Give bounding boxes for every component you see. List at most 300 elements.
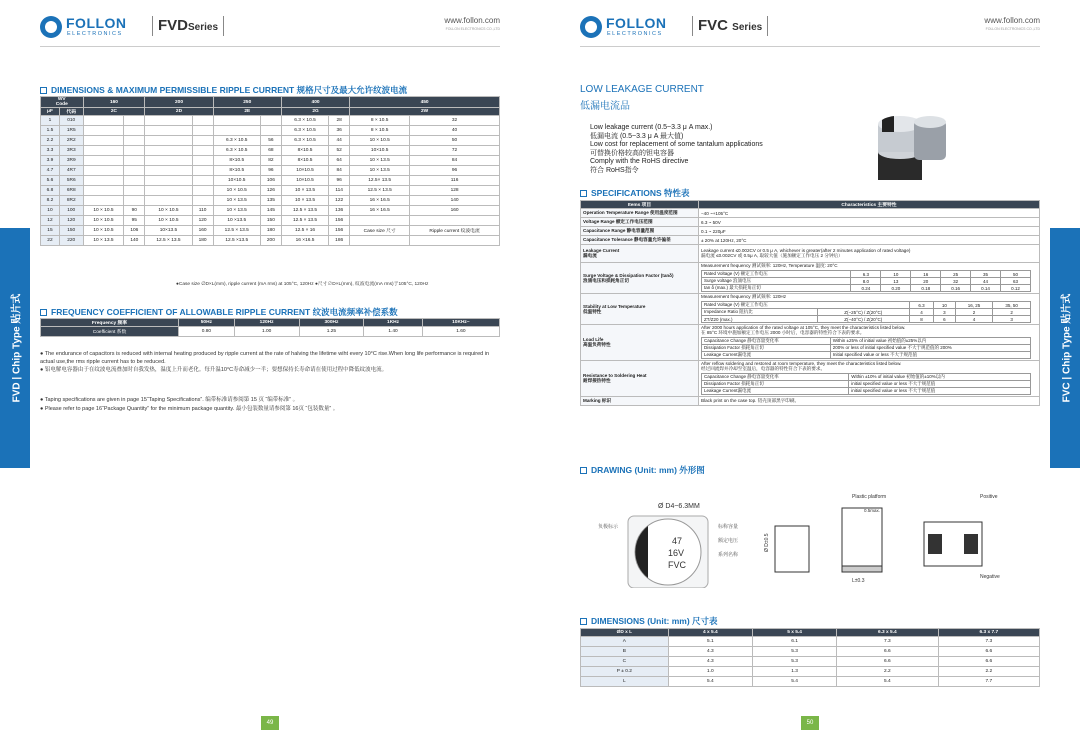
- table-cell: 4: [955, 316, 993, 323]
- table-cell: [260, 116, 281, 126]
- table-cell: 6.6: [837, 647, 938, 657]
- brand-sub: ELECTRONICS: [607, 31, 663, 37]
- table-cell: Impedance Ratio 阻抗比: [702, 309, 818, 316]
- table-cell: 40: [410, 126, 500, 136]
- table-cell: [145, 196, 192, 206]
- spec-key: Stability at Low Temperature 低温特性: [581, 294, 699, 325]
- label-rated-v: 额定电压: [718, 538, 739, 544]
- section-specifications: [580, 187, 690, 199]
- table-cell: 6.1: [752, 637, 836, 647]
- dim-header: 6.3 x 7.7: [938, 629, 1039, 637]
- voltage-header: 400: [281, 97, 349, 108]
- brand-logo: [40, 14, 150, 40]
- table-cell: 5.3: [752, 657, 836, 667]
- brand-name: FOLLON: [606, 15, 667, 31]
- dim-header: 6.3 x 5.4: [837, 629, 938, 637]
- left-header: [40, 14, 500, 40]
- table-cell: [192, 126, 213, 136]
- table-cell: Ripple current 纹波电流: [410, 226, 500, 236]
- table-cell: [145, 186, 192, 196]
- feature-line: 可替换价格较高的钽电容器: [590, 149, 674, 157]
- table-cell: 6.8: [41, 186, 60, 196]
- table-cell: 50: [1001, 271, 1031, 278]
- series-title: [152, 16, 224, 36]
- table-cell: 140: [124, 236, 145, 246]
- brand-sub: ELECTRONICS: [67, 31, 123, 37]
- table-cell: 52: [329, 146, 350, 156]
- page-number: 49: [261, 716, 279, 730]
- table-cell: 8 × 10.5: [350, 126, 410, 136]
- table-cell: 20: [911, 278, 941, 285]
- cap-marking-1: 47: [672, 536, 683, 546]
- table-cell: 10 × 13.5: [350, 156, 410, 166]
- table-cell: 12.5× 13.5: [350, 176, 410, 186]
- table-cell: 2R2: [59, 136, 83, 146]
- table-cell: 4R7: [59, 166, 83, 176]
- table-cell: 12: [41, 216, 60, 226]
- load-life-table: [701, 337, 1031, 359]
- table-cell: Z(−40°C) / Z(20°C): [817, 316, 909, 323]
- solder-p2: 经过回流焊并冷却至室温后，电容器的特性符合下表的要求。: [701, 366, 826, 371]
- table-cell: 122: [329, 196, 350, 206]
- table-cell: Leakage Current漏电流: [702, 388, 849, 395]
- table-cell: 15: [41, 226, 60, 236]
- feature-line: Comply with the RoHS directive: [590, 158, 689, 165]
- table-cell: 10×13.5: [145, 226, 192, 236]
- table-cell: 10×10.5: [350, 146, 410, 156]
- table-cell: [213, 116, 260, 126]
- label-polarity: 负极标示: [598, 524, 619, 530]
- table-cell: 10 × 10.5: [145, 216, 192, 226]
- table-cell: [145, 156, 192, 166]
- freq-value: 50Hz: [179, 319, 235, 327]
- spec-value: [699, 245, 1040, 263]
- spec-value: [699, 294, 1040, 325]
- section-title: DIMENSIONS & MAXIMUM PERMISSIBLE RIPPLE CURRENT 规格尺寸及最大允许纹波电流: [51, 85, 408, 95]
- table-cell: [260, 126, 281, 136]
- table-cell: 68: [260, 146, 281, 156]
- corner-uf: μF: [41, 108, 60, 116]
- table-cell: 8.2: [41, 196, 60, 206]
- table-cell: 5R6: [59, 176, 83, 186]
- table-cell: 10: [934, 302, 956, 309]
- table-row: [41, 146, 500, 156]
- table-cell: 2.2: [938, 667, 1039, 677]
- table-cell: 5.4: [837, 677, 938, 687]
- table-cell: [192, 166, 213, 176]
- table-cell: 10: [41, 206, 60, 216]
- table-row: [581, 647, 1040, 657]
- table-cell: L: [581, 677, 669, 687]
- table-cell: [192, 136, 213, 146]
- capacitor-photo: [872, 112, 952, 184]
- label-dim-a: 0.5max.: [864, 508, 881, 513]
- section-title: SPECIFICATIONS 特性表: [591, 188, 690, 198]
- table-cell: [124, 116, 145, 126]
- table-cell: 8×10.5: [281, 156, 328, 166]
- table-cell: initial specified value or less 不大于规范值: [849, 381, 1031, 388]
- spec-key: Capacitance Range 静电容量范围: [581, 227, 699, 236]
- table-cell: [192, 196, 213, 206]
- right-header: [580, 14, 1040, 40]
- table-cell: 8×10.5: [281, 146, 328, 156]
- section-title: DIMENSIONS (Unit: mm) 尺寸表: [591, 616, 718, 626]
- table-cell: 32: [941, 278, 971, 285]
- voltage-header: 250: [213, 97, 281, 108]
- table-cell: 156: [329, 226, 350, 236]
- cap-marking-2: 16V: [668, 548, 685, 558]
- table-cell: 10×10.5: [281, 176, 328, 186]
- label-series: 系列名称: [718, 552, 739, 558]
- table-row: [581, 657, 1040, 667]
- table-cell: Capacitance Change 静电容量变化率: [702, 338, 831, 345]
- table-cell: 0.24: [851, 285, 881, 292]
- label-rated-cap: 标称容量: [718, 524, 739, 530]
- table-cell: 160: [192, 226, 213, 236]
- table-cell: 12.5 ×13.5: [213, 236, 260, 246]
- table-cell: 1.3: [752, 667, 836, 677]
- spec-value: Black print on the case top. 铝壳顶部黑字印刷。: [699, 397, 1040, 406]
- spec-key: Capacitance Tolerance 静电容量允许偏差: [581, 236, 699, 245]
- table-cell: 1R5: [59, 126, 83, 136]
- leakage-cn: 漏电流 ≤0.002CV 或 0.5μ A, 取较大值（施加额定工作电压 2 分钟后）: [701, 253, 843, 258]
- code-header: 2E: [213, 108, 281, 116]
- table-cell: 3R3: [59, 146, 83, 156]
- code-header: 2D: [145, 108, 213, 116]
- label-dim-b: Ø D±0.5: [764, 533, 770, 552]
- table-cell: [350, 236, 410, 246]
- table-cell: 100: [59, 206, 83, 216]
- table-cell: 5.4: [668, 677, 752, 687]
- table-cell: 140: [410, 196, 500, 206]
- table-cell: Rated Voltage (V) 额定工作电压: [702, 302, 910, 309]
- table-cell: 1: [41, 116, 60, 126]
- dimensions-table: [580, 628, 1040, 687]
- table-cell: [83, 166, 124, 176]
- tan-meas: Measurement frequency 测试频率: 120Hz, Temperature 温度: 20°C: [701, 263, 838, 268]
- table-row: [581, 637, 1040, 647]
- table-cell: 96: [329, 176, 350, 186]
- table-cell: C: [581, 657, 669, 667]
- logo-icon: [580, 16, 602, 38]
- table-cell: 156: [329, 216, 350, 226]
- table-cell: 84: [410, 156, 500, 166]
- table-cell: 6.6: [938, 657, 1039, 667]
- table-cell: Rated Voltage (V) 额定工作电压: [702, 271, 851, 278]
- table-cell: [83, 196, 124, 206]
- table-cell: 5.3: [752, 647, 836, 657]
- table-cell: [145, 126, 192, 136]
- drawing-size-label: Ø D4~6.3MM: [658, 503, 700, 510]
- table-cell: 44: [971, 278, 1001, 285]
- table-cell: 106: [260, 176, 281, 186]
- table-cell: B: [581, 647, 669, 657]
- page-number: 50: [801, 716, 819, 730]
- table-cell: 10: [881, 271, 911, 278]
- table-row: [41, 216, 500, 226]
- header-rule: [40, 46, 500, 47]
- table-cell: 64: [329, 156, 350, 166]
- table-row: [41, 166, 500, 176]
- table-cell: [83, 186, 124, 196]
- voltage-header: 450: [350, 97, 500, 108]
- section-drawing: [580, 464, 705, 476]
- table-cell: [350, 216, 410, 226]
- table-cell: 120: [59, 216, 83, 226]
- table-cell: 5.1: [668, 637, 752, 647]
- label-positive: Positive: [980, 494, 998, 500]
- table-cell: [124, 146, 145, 156]
- table-row: [41, 116, 500, 126]
- table-row: [581, 667, 1040, 677]
- table-cell: 0.20: [881, 285, 911, 292]
- table-cell: 6.3 × 10.5: [281, 126, 328, 136]
- table-cell: 126: [260, 186, 281, 196]
- low-leakage-title: LOW LEAKAGE CURRENT: [580, 84, 704, 95]
- table-row: [41, 176, 500, 186]
- logo-icon: [40, 16, 62, 38]
- table-cell: 0.12: [1001, 285, 1031, 292]
- table-cell: 7.7: [938, 677, 1039, 687]
- corner-code: Code: [55, 102, 68, 107]
- brand-logo: [580, 14, 690, 40]
- corner-cell: [41, 97, 84, 108]
- table-cell: 110: [192, 206, 213, 216]
- note-endurance-cn: ● 铝电解电容器由于在纹波电流叠加时自我发热，温度上升而老化。每升温10°C寿命减少一半；要想保持长寿命请在使用过程中降低纹波电流。: [40, 367, 388, 373]
- website: [444, 16, 500, 31]
- table-cell: 63: [1001, 278, 1031, 285]
- table-cell: 10 × 13.5: [83, 236, 124, 246]
- table-cell: 0.16: [941, 285, 971, 292]
- table-cell: 2.2: [41, 136, 60, 146]
- table-cell: 35: [971, 271, 1001, 278]
- code-header: 2G: [281, 108, 349, 116]
- table-cell: 8 × 10.5: [350, 116, 410, 126]
- table-cell: 6.3: [851, 271, 881, 278]
- table-cell: 12.5 × 13.5: [213, 226, 260, 236]
- table-cell: Leakage Current漏电流: [702, 352, 831, 359]
- table-cell: 10×10.5: [213, 176, 260, 186]
- table-cell: 82: [260, 156, 281, 166]
- table-cell: 4.3: [668, 657, 752, 667]
- frequency-coefficient-table: [40, 318, 500, 337]
- code-header: 2W: [350, 108, 500, 116]
- table-row: [41, 206, 500, 216]
- spec-key: Resistance to Soldering Heat 耐焊接热特性: [581, 361, 699, 397]
- table-cell: 150: [260, 216, 281, 226]
- table-cell: 6.3 × 10.5: [213, 146, 260, 156]
- table-cell: 116: [410, 176, 500, 186]
- brand-name: FOLLON: [66, 15, 127, 31]
- table-cell: 16: [911, 271, 941, 278]
- table-cell: [124, 196, 145, 206]
- table-cell: 10 ×13.5: [213, 216, 260, 226]
- spec-value: [699, 361, 1040, 397]
- corner-code-cn: 代码: [59, 108, 83, 116]
- cap-marking-3: FVC: [668, 560, 686, 570]
- table-cell: 56: [260, 136, 281, 146]
- table-cell: [83, 156, 124, 166]
- table-cell: 13: [881, 278, 911, 285]
- feature-line: 符合 RoHS指令: [590, 166, 639, 174]
- table-cell: 220: [59, 236, 83, 246]
- section-dimensions-ripple: [40, 84, 407, 96]
- table-cell: 200: [260, 236, 281, 246]
- table-cell: 186: [329, 236, 350, 246]
- leakage-en: Leakage current ≤0.002CV or 0.5 μ A, whichever is greater(after 2 minutes application of rated voltage): [701, 248, 911, 253]
- table-cell: 5.4: [752, 677, 836, 687]
- feature-list: [590, 124, 763, 175]
- spec-header-char: Characteristics 主要特性: [699, 201, 1040, 209]
- table-cell: 84: [329, 166, 350, 176]
- table-cell: Surge voltage 浪涌电压: [702, 278, 851, 285]
- freq-header: Frequency 频率: [41, 319, 179, 327]
- solder-p1: After reflow soldering and restored at room temperature, they meet the characteristics listed below.: [701, 361, 902, 366]
- table-cell: 3: [993, 316, 1031, 323]
- table-cell: 10 × 10.5: [83, 216, 124, 226]
- table-cell: 12.5 × 16: [281, 226, 328, 236]
- code-header: 2C: [83, 108, 145, 116]
- table-cell: 8×10.5: [213, 156, 260, 166]
- side-tab: [0, 228, 30, 468]
- table-cell: [124, 166, 145, 176]
- specifications-table: [580, 200, 1040, 406]
- table-cell: 22: [41, 236, 60, 246]
- table-cell: [192, 116, 213, 126]
- spec-key: Leakage Current 漏电流: [581, 245, 699, 263]
- table-cell: [124, 156, 145, 166]
- spec-value: 6.3 ~ 50V: [699, 218, 1040, 227]
- table-cell: 160: [410, 206, 500, 216]
- table-cell: [145, 116, 192, 126]
- table-cell: 120: [192, 216, 213, 226]
- coef-value: 0.80: [179, 327, 235, 337]
- table-cell: Z(−25°C) / Z(20°C): [817, 309, 909, 316]
- table-cell: 10 × 13.5: [281, 196, 328, 206]
- website-url: www.follon.com: [984, 16, 1040, 25]
- website: [984, 16, 1040, 31]
- table-cell: [410, 236, 500, 246]
- note-taping: ● Taping specifications are given in page 15“Taping Specifications”. 编带标准请参阅第 15 页 “编带标准” 。: [40, 397, 299, 403]
- table-cell: [192, 176, 213, 186]
- table-cell: 6: [934, 316, 956, 323]
- low-leakage-title-cn: 低漏电流品: [580, 101, 630, 112]
- table-cell: 12.5 × 13.5: [281, 216, 328, 226]
- table-cell: 3R9: [59, 156, 83, 166]
- table-cell: P ± 0.2: [581, 667, 669, 677]
- table-cell: [192, 156, 213, 166]
- table-cell: 180: [192, 236, 213, 246]
- table-row: [41, 136, 500, 146]
- series-word: Series: [188, 22, 219, 33]
- table-row: [581, 677, 1040, 687]
- table-cell: 12.5 × 13.5: [281, 206, 328, 216]
- table-cell: 6R8: [59, 186, 83, 196]
- table-cell: 3.3: [41, 146, 60, 156]
- freq-value: 1KHz: [364, 319, 422, 327]
- right-page: [540, 0, 1080, 733]
- table-cell: 6.3 × 10.5: [213, 136, 260, 146]
- spec-value: ± 20% at 120Hz, 20°C: [699, 236, 1040, 245]
- table-cell: 96: [410, 166, 500, 176]
- table-cell: A: [581, 637, 669, 647]
- table-cell: 72: [410, 146, 500, 156]
- dim-header: 4 x 5.4: [668, 629, 752, 637]
- table-cell: 128: [410, 186, 500, 196]
- section-dim-table: [580, 615, 718, 627]
- side-tab-label: FVD | Chip Type 贴片式: [11, 293, 23, 403]
- table-row: [41, 236, 500, 246]
- spec-key: Operation Temperature Range 使用温度范围: [581, 209, 699, 218]
- note-package: ● Please refer to page 16“Package Quantity” for the minimum package quantity. 最小包装数量请参阅第 16页 “包装数量” 。: [40, 406, 339, 412]
- table-cell: 010: [59, 116, 83, 126]
- table-cell: Capacitance Change 静电容量变化率: [702, 374, 849, 381]
- label-lmax: L±0.3: [852, 578, 865, 584]
- table-row: [41, 126, 500, 136]
- coef-value: 1.25: [299, 327, 364, 337]
- table-cell: 10 × 10.5: [83, 206, 124, 216]
- table-cell: 12.5 × 13.5: [145, 236, 192, 246]
- spec-value: −40 ~+105°C: [699, 209, 1040, 218]
- table-cell: 16 × 16.5: [350, 196, 410, 206]
- website-url: www.follon.com: [444, 16, 500, 25]
- section-title: FREQUENCY COEFFICIENT OF ALLOWABLE RIPPLE CURRENT 纹波电流频率补偿系数: [51, 307, 398, 317]
- table-cell: 10 × 13.5: [213, 196, 260, 206]
- spec-value: [699, 325, 1040, 361]
- feature-line: 低漏电流 (0.5~3.3 μ A 最大值): [590, 132, 684, 140]
- table-cell: 2.2: [837, 667, 938, 677]
- table-cell: 106: [124, 226, 145, 236]
- stab-meas: Measurement frequency 测试频率: 120Hz: [701, 294, 787, 299]
- series-code: FVD: [158, 17, 188, 34]
- coef-value: 1.40: [364, 327, 422, 337]
- table-cell: 135: [260, 196, 281, 206]
- spec-key: Load Life 高温负荷特性: [581, 325, 699, 361]
- table-cell: Within ±10% of initial value 初始值的±10%以内: [849, 374, 1031, 381]
- load-p1: After 2000 hours application of the rated voltage at 105°C, they meet the characteristics listed below.: [701, 325, 906, 330]
- table-cell: 25: [941, 271, 971, 278]
- table-footnote: ●Case size ∅D×L(mm), ripple current (mA rms) at 105°C, 120Hz ●尺寸∅D×L(mm), 纹波电流(mA rms)于105°C, 120Hz: [176, 282, 429, 287]
- freq-value: 300Hz: [299, 319, 364, 327]
- spec-value: [699, 263, 1040, 294]
- table-cell: [83, 176, 124, 186]
- note-endurance: ● The endurance of capacitors is reduced with internal heating produced by ripple current at the rate of halving the lifetime wiht every 10°C rise.When long life performance is required in actual use,the rms ripple current has to be reduced.: [40, 351, 490, 365]
- table-cell: 0.18: [911, 285, 941, 292]
- table-cell: 3.9: [41, 156, 60, 166]
- table-cell: 6.3 × 10.5: [281, 136, 328, 146]
- feature-line: Low leakage current (0.5~3.3 μ A max.): [590, 124, 713, 131]
- freq-value: 10KHz~: [422, 319, 499, 327]
- outline-drawing: [580, 478, 1040, 588]
- table-cell: 32: [410, 116, 500, 126]
- table-cell: 200% or less of initial specified value 不大于规范值的 200%: [830, 345, 1030, 352]
- low-temp-stability-table: [701, 301, 1031, 323]
- table-cell: [83, 136, 124, 146]
- table-row: [41, 156, 500, 166]
- voltage-header: 160: [83, 97, 145, 108]
- corner-wv: WV: [57, 97, 66, 102]
- table-cell: 2: [955, 309, 993, 316]
- spec-value: 0.1 ~ 220μF: [699, 227, 1040, 236]
- table-cell: 5.6: [41, 176, 60, 186]
- table-cell: 1.5: [41, 126, 60, 136]
- spec-header-items: Items 项目: [581, 201, 699, 209]
- coef-value: 1.60: [422, 327, 499, 337]
- table-cell: Dissipation Factor 损耗角正切: [702, 345, 831, 352]
- table-cell: [410, 216, 500, 226]
- table-cell: 114: [329, 186, 350, 196]
- section-frequency: [40, 306, 398, 318]
